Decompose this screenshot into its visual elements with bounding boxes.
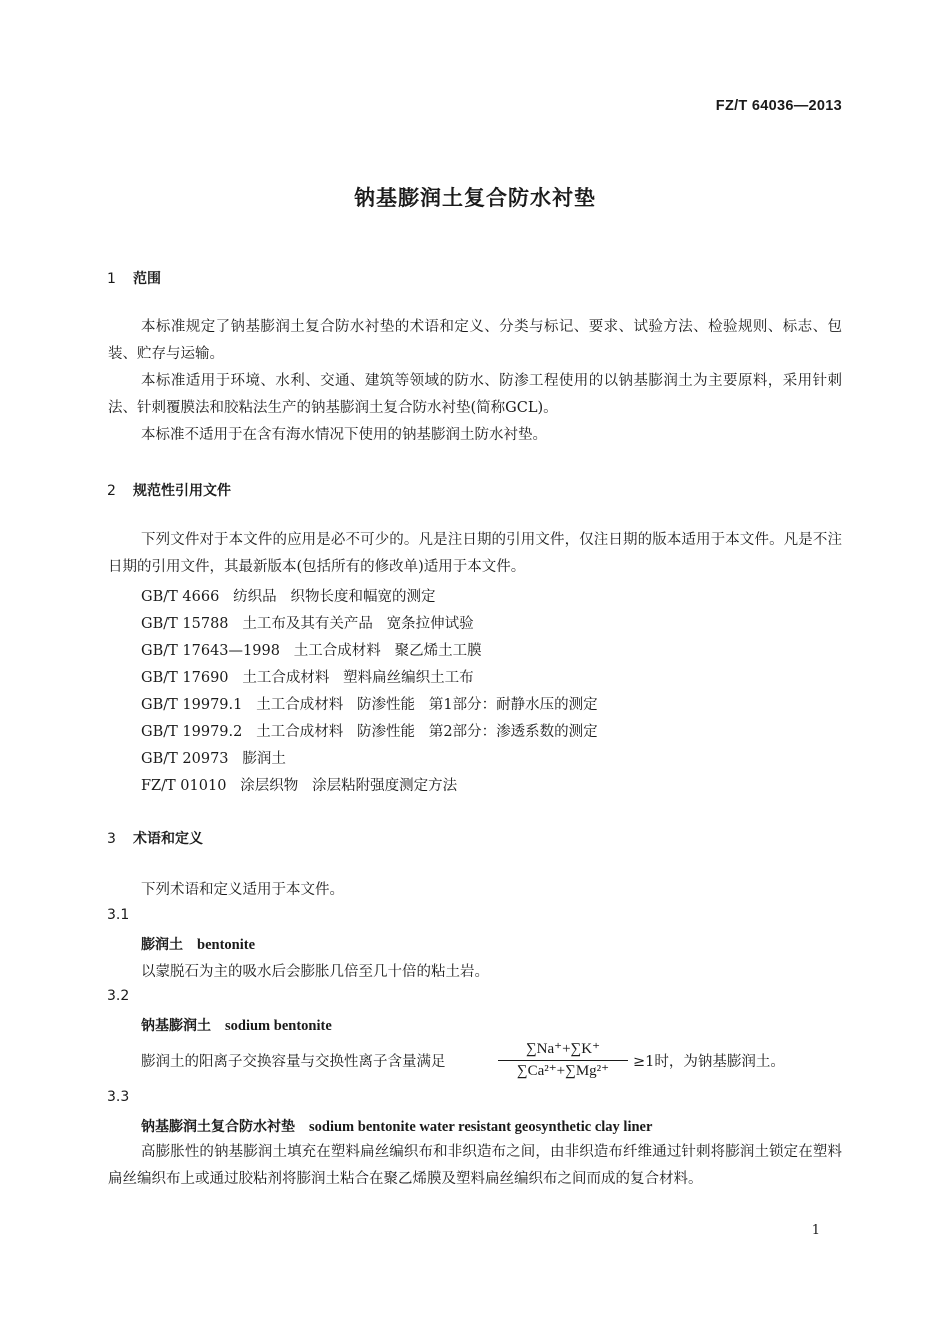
fraction-bar	[498, 1060, 628, 1061]
section-number: 2	[107, 483, 116, 499]
term-heading	[141, 1116, 652, 1136]
document-title: 钠基膨润土复合防水衬垫	[354, 186, 596, 210]
section-number: 1	[107, 271, 116, 287]
section-title: 范围	[133, 271, 161, 287]
clause-number: 3.2	[107, 988, 130, 1004]
term-heading	[141, 934, 255, 954]
definition-text-before: 膨润土的阳离子交换容量与交换性离子含量满足	[141, 1054, 446, 1070]
formula-denominator: ∑Ca²⁺+∑Mg²⁺	[516, 1063, 610, 1079]
scope-paragraph-3: 本标准不适用于在含有海水情况下使用的钠基膨润土防水衬垫。	[141, 427, 547, 443]
definition-text-after: ≥1时，为钠基膨润土。	[633, 1054, 785, 1070]
term-zh: 膨润土	[141, 937, 183, 953]
scope-paragraph-1: 本标准规定了钠基膨润土复合防水衬垫的术语和定义、分类与标记、要求、试验方法、检验规则、标志、包装、贮存与运输。	[108, 319, 842, 362]
section-3-heading	[107, 828, 203, 848]
term-en: bentonite	[197, 937, 255, 953]
term-definition: 高膨胀性的钠基膨润土填充在塑料扁丝编织布和非织造布之间，由非织造布纤维通过针刺将膨润土锁定在塑料扁丝编织布上或通过胶粘剂将膨润土粘合在聚乙烯膜及塑料扁丝编织布之间而成的复合材料。	[108, 1144, 842, 1187]
section-title: 术语和定义	[133, 831, 203, 847]
reference-item: GB/T 19979.2 土工合成材料 防渗性能 第2部分：渗透系数的测定	[141, 724, 598, 740]
reference-item: GB/T 15788 土工布及其有关产品 宽条拉伸试验	[141, 616, 474, 632]
page-number: 1	[811, 1223, 820, 1238]
reference-item: GB/T 4666 纺织品 织物长度和幅宽的测定	[141, 589, 436, 605]
scope-paragraph-2: 本标准适用于环境、水利、交通、建筑等领域的防水、防渗工程使用的以钠基膨润土为主要原料，采用针刺法、针刺覆膜法和胶粘法生产的钠基膨润土复合防水衬垫(简称GCL)。	[108, 373, 842, 416]
term-zh: 钠基膨润土	[141, 1018, 211, 1034]
term-en: sodium bentonite	[225, 1018, 332, 1034]
references-intro: 下列文件对于本文件的应用是必不可少的。凡是注日期的引用文件，仅注日期的版本适用于本文件。凡是不注日期的引用文件，其最新版本(包括所有的修改单)适用于本文件。	[108, 532, 842, 575]
reference-item: GB/T 20973 膨润土	[141, 751, 286, 767]
section-title: 规范性引用文件	[133, 483, 231, 499]
term-zh: 钠基膨润土复合防水衬垫	[141, 1119, 295, 1135]
formula-numerator: ∑Na⁺+∑K⁺	[525, 1041, 600, 1057]
reference-item: GB/T 17690 土工合成材料 塑料扁丝编织土工布	[141, 670, 474, 686]
terms-intro: 下列术语和定义适用于本文件。	[141, 882, 344, 898]
reference-item: GB/T 17643—1998 土工合成材料 聚乙烯土工膜	[141, 643, 482, 659]
section-2-heading	[107, 480, 231, 500]
reference-item: FZ/T 01010 涂层织物 涂层粘附强度测定方法	[141, 778, 458, 794]
clause-number: 3.3	[107, 1089, 130, 1105]
clause-number: 3.1	[107, 907, 130, 923]
section-number: 3	[107, 831, 116, 847]
term-definition: 以蒙脱石为主的吸水后会膨胀几倍至几十倍的粘土岩。	[141, 964, 489, 980]
cation-ratio-formula	[498, 1040, 628, 1081]
term-en: sodium bentonite water resistant geosynthetic clay liner	[309, 1119, 653, 1135]
reference-item: GB/T 19979.1 土工合成材料 防渗性能 第1部分：耐静水压的测定	[141, 697, 598, 713]
term-heading	[141, 1015, 332, 1035]
standard-code: FZ/T 64036—2013	[715, 98, 842, 114]
section-1-heading	[107, 268, 161, 288]
